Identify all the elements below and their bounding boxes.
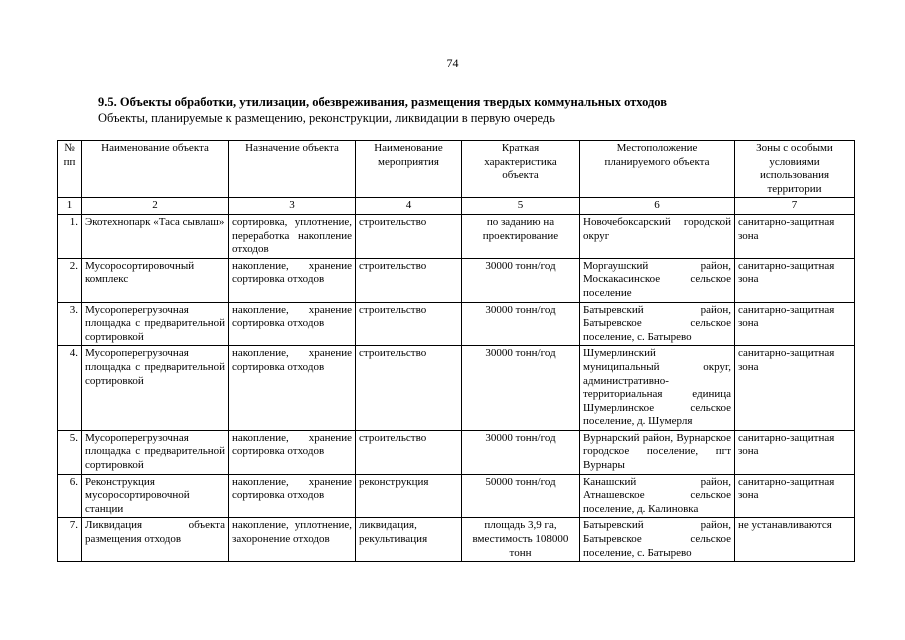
column-number: 7 [735,198,855,215]
object-name: Экотехнопарк «Таса сывлаш» [82,214,229,258]
object-characteristic: 30000 тонн/год [462,302,580,346]
object-location: Вурнарский район, Вурнарское городское поселение, пгт Вурнары [580,430,735,474]
row-num: 7. [58,518,82,562]
header-characteristic: Краткая характеристика объекта [462,141,580,198]
object-name: Мусороперегрузочная площадка с предварительной сортировкой [82,302,229,346]
table-row [58,214,855,258]
column-number: 3 [229,198,356,215]
objects-table [57,140,855,562]
special-zones: санитарно-защитная зона [735,214,855,258]
table-row [58,302,855,346]
column-number: 1 [58,198,82,215]
header-name: Наименование объекта [82,141,229,198]
header-location: Местоположение планируемого объекта [580,141,735,198]
row-num: 3. [58,302,82,346]
object-characteristic: 30000 тонн/год [462,430,580,474]
special-zones: санитарно-защитная зона [735,302,855,346]
object-characteristic: 50000 тонн/год [462,474,580,518]
header-measure: Наименование мероприятия [356,141,462,198]
table-row [58,518,855,562]
special-zones: санитарно-защитная зона [735,430,855,474]
object-location: Батыревский район, Батыревское сельское поселение, с. Батырево [580,518,735,562]
object-name: Ликвидация объекта размещения отходов [82,518,229,562]
object-characteristic: по заданию на проектирование [462,214,580,258]
page-number: 74 [446,56,459,70]
object-location: Батыревский район, Батыревское сельское поселение, с. Батырево [580,302,735,346]
object-purpose: накопление, уплотнение, захоронение отходов [229,518,356,562]
row-num: 6. [58,474,82,518]
object-purpose: накопление, хранение сортировка отходов [229,430,356,474]
header-purpose: Назначение объекта [229,141,356,198]
measure-name: реконструкция [356,474,462,518]
table-row [58,346,855,431]
header-zones: Зоны с особыми условиями использования территории [735,141,855,198]
special-zones: санитарно-защитная зона [735,474,855,518]
column-number: 2 [82,198,229,215]
row-num: 4. [58,346,82,431]
special-zones: не устанавливаются [735,518,855,562]
object-purpose: сортировка, уплотнение, переработка накопление отходов [229,214,356,258]
object-location: Канашский район, Атнашевское сельское поселение, д. Калиновка [580,474,735,518]
special-zones: санитарно-защитная зона [735,346,855,431]
object-name: Мусороперегрузочная площадка с предварительной сортировкой [82,430,229,474]
special-zones: санитарно-защитная зона [735,258,855,302]
column-number: 5 [462,198,580,215]
object-location: Новочебоксарский городской округ [580,214,735,258]
section-title: 9.5. Объекты обработки, утилизации, обезвреживания, размещения твердых коммунальных отходов [98,95,667,109]
object-characteristic: 30000 тонн/год [462,346,580,431]
object-name: Мусороперегрузочная площадка с предварительной сортировкой [82,346,229,431]
measure-name: строительство [356,430,462,474]
header-row [58,141,855,198]
object-characteristic: площадь 3,9 га, вместимость 108000 тонн [462,518,580,562]
header-num: № пп [58,141,82,198]
column-number-row [58,198,855,215]
table-row [58,258,855,302]
table-row [58,430,855,474]
column-number: 4 [356,198,462,215]
row-num: 2. [58,258,82,302]
table-row [58,474,855,518]
measure-name: строительство [356,258,462,302]
measure-name: строительство [356,214,462,258]
object-characteristic: 30000 тонн/год [462,258,580,302]
object-location: Шумерлинский муниципальный округ, административно-территориальная единица Шумерлинское сельское поселение, д. Шумерля [580,346,735,431]
measure-name: строительство [356,346,462,431]
row-num: 5. [58,430,82,474]
column-number: 6 [580,198,735,215]
object-purpose: накопление, хранение сортировка отходов [229,474,356,518]
section-subtitle: Объекты, планируемые к размещению, реконструкции, ликвидации в первую очередь [98,111,555,125]
object-name: Реконструкция мусоросортировочной станции [82,474,229,518]
measure-name: ликвидация, рекультивация [356,518,462,562]
row-num: 1. [58,214,82,258]
measure-name: строительство [356,302,462,346]
object-purpose: накопление, хранение сортировка отходов [229,302,356,346]
object-name: Мусоросортировочный комплекс [82,258,229,302]
object-purpose: накопление, хранение сортировка отходов [229,346,356,431]
object-location: Моргаушский район, Москакасинское сельское поселение [580,258,735,302]
object-purpose: накопление, хранение сортировка отходов [229,258,356,302]
